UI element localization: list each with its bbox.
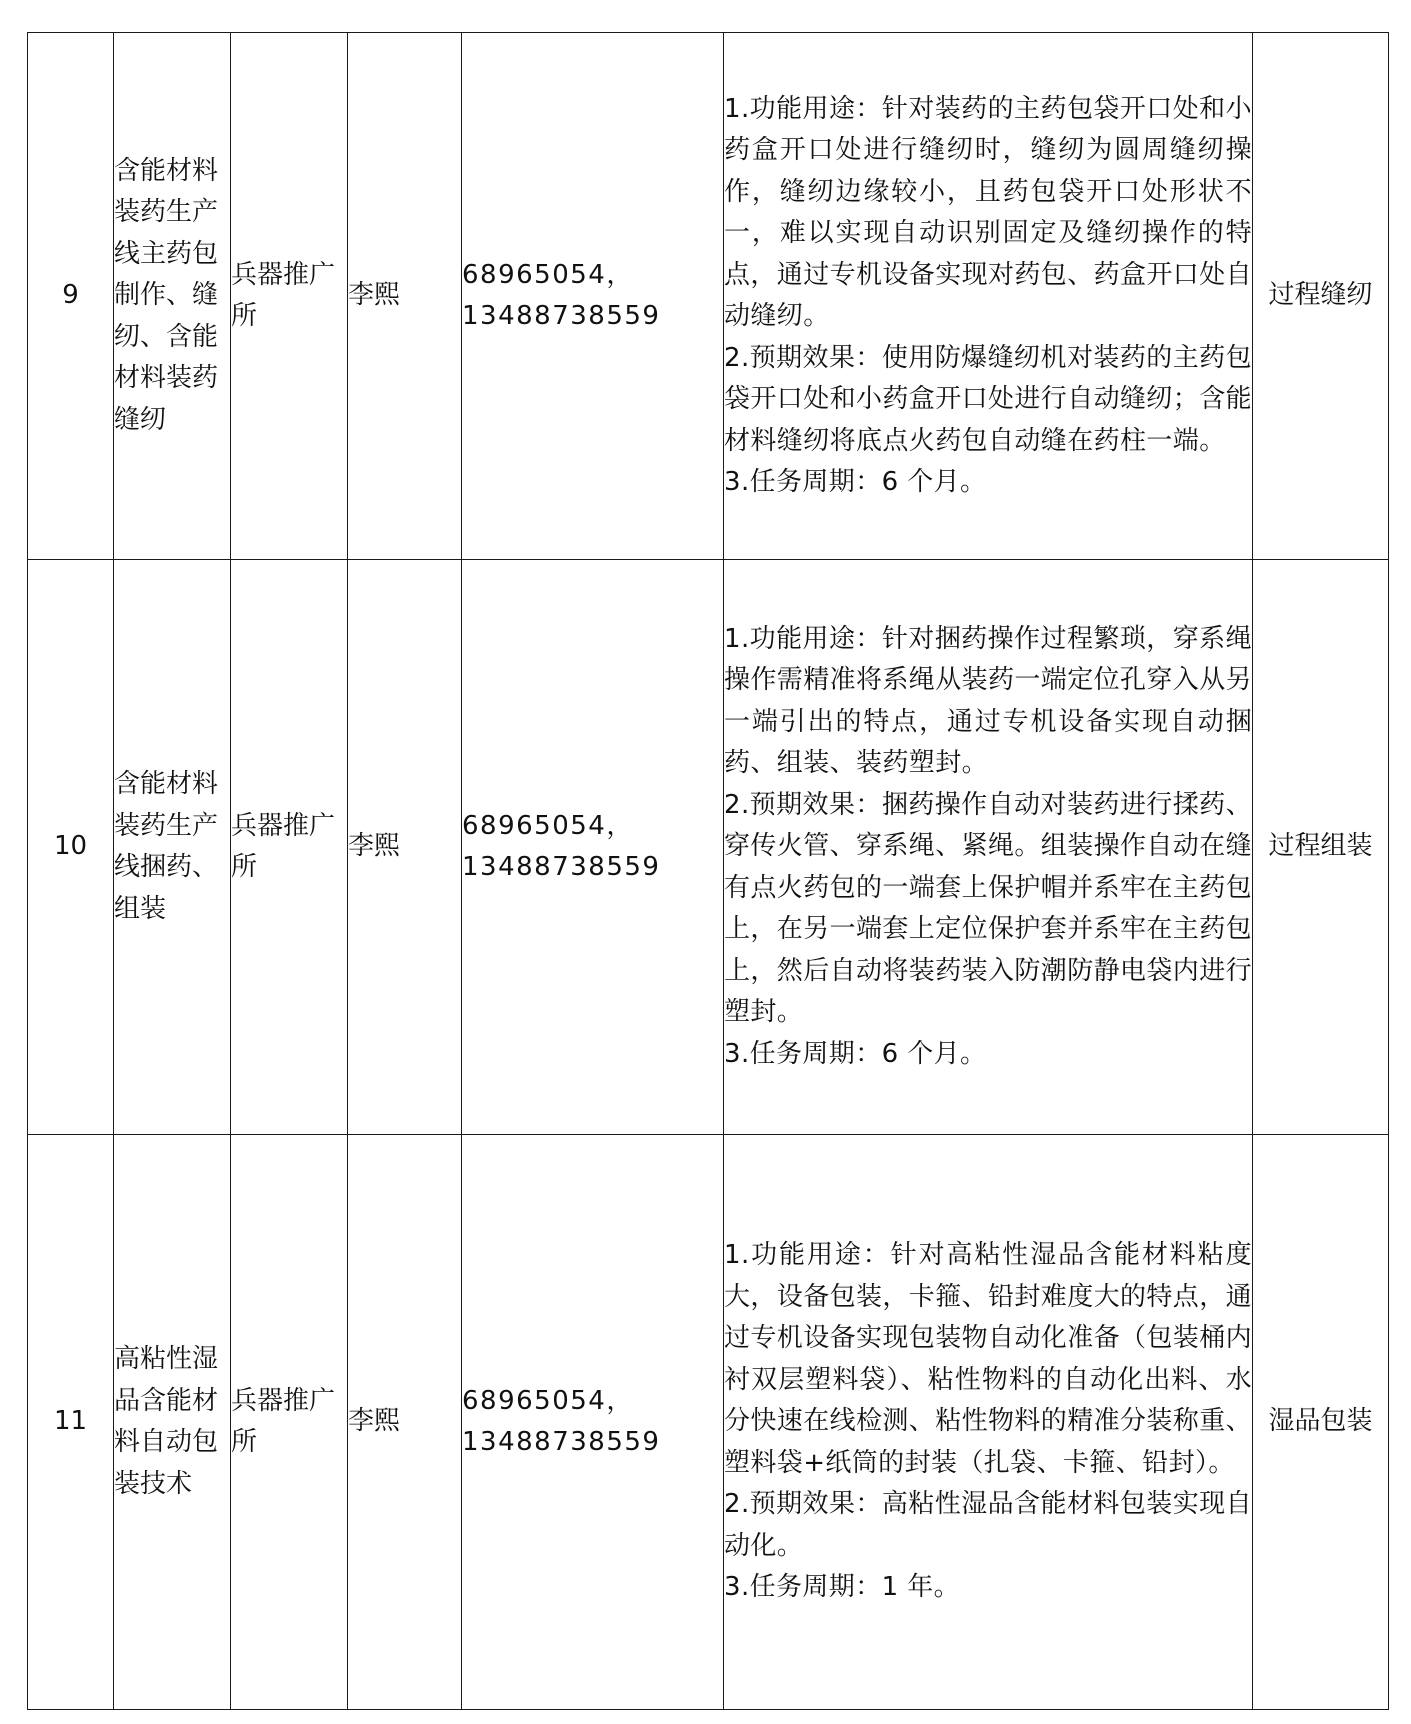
row-number: 9 bbox=[28, 33, 114, 560]
phone-line-2: 13488738559 bbox=[462, 852, 661, 882]
contact-phone bbox=[462, 1135, 724, 1710]
description-effect: 2.预期效果：使用防爆缝纫机对装药的主药包袋开口处和小药盒开口处进行自动缝纫；含能材料缝纫将底点火药包自动缝在药柱一端。 bbox=[724, 342, 1253, 456]
project-description bbox=[724, 33, 1253, 560]
project-category: 过程缝纫 bbox=[1253, 33, 1389, 560]
table-row bbox=[28, 33, 1389, 560]
description-period: 3.任务周期：6 个月。 bbox=[724, 467, 987, 497]
project-description bbox=[724, 560, 1253, 1135]
phone-line-2: 13488738559 bbox=[462, 301, 661, 331]
description-function: 1.功能用途：针对捆药操作过程繁琐，穿系绳操作需精准将系绳从装药一端定位孔穿入从另一端引出的特点，通过专机设备实现自动捆药、组装、装药塑封。 bbox=[724, 623, 1253, 779]
table-row bbox=[28, 560, 1389, 1135]
description-effect: 2.预期效果：高粘性湿品含能材料包装实现自动化。 bbox=[724, 1489, 1252, 1561]
contact-person: 李熙 bbox=[348, 1135, 462, 1710]
project-name: 含能材料装药生产线捆药、组装 bbox=[114, 560, 231, 1135]
contact-phone bbox=[462, 560, 724, 1135]
project-category: 过程组装 bbox=[1253, 560, 1389, 1135]
project-description bbox=[724, 1135, 1253, 1710]
description-function: 1.功能用途：针对高粘性湿品含能材料粘度大，设备包装，卡箍、铅封难度大的特点，通过专机设备实现包装物自动化准备（包装桶内衬双层塑料袋）、粘性物料的自动化出料、水分快速在线检测、粘性物料的精准分装称重、塑料袋+纸筒的封装（扎袋、卡箍、铅封）。 bbox=[724, 1240, 1253, 1478]
description-effect: 2.预期效果：捆药操作自动对装药进行揉药、穿传火管、穿系绳、紧绳。组装操作自动在缝有点火药包的一端套上保护帽并系牢在主药包上，在另一端套上定位保护套并系牢在主药包上，然后自动将装药装入防潮防静电袋内进行塑封。 bbox=[724, 789, 1253, 1028]
project-category: 湿品包装 bbox=[1253, 1135, 1389, 1710]
contact-person: 李熙 bbox=[348, 560, 462, 1135]
phone-line-1: 68965054， bbox=[462, 1385, 634, 1416]
unit-name: 兵器推广所 bbox=[231, 1135, 348, 1710]
contact-person: 李熙 bbox=[348, 33, 462, 560]
description-function: 1.功能用途：针对装药的主药包袋开口处和小药盒开口处进行缝纫时，缝纫为圆周缝纫操作，缝纫边缘较小，且药包袋开口处形状不一，难以实现自动识别固定及缝纫操作的特点，通过专机设备实现对药包、药盒开口处自动缝纫。 bbox=[724, 93, 1253, 331]
project-table bbox=[27, 32, 1389, 1710]
unit-name: 兵器推广所 bbox=[231, 560, 348, 1135]
row-number: 10 bbox=[28, 560, 114, 1135]
phone-line-2: 13488738559 bbox=[462, 1427, 661, 1457]
table-row bbox=[28, 1135, 1389, 1710]
description-period: 3.任务周期：6 个月。 bbox=[724, 1038, 987, 1069]
unit-name: 兵器推广所 bbox=[231, 33, 348, 560]
project-name: 含能材料装药生产线主药包制作、缝纫、含能材料装药缝纫 bbox=[114, 33, 231, 560]
description-period: 3.任务周期：1 年。 bbox=[724, 1572, 961, 1603]
phone-line-1: 68965054， bbox=[462, 259, 634, 290]
row-number: 11 bbox=[28, 1135, 114, 1710]
contact-phone bbox=[462, 33, 724, 560]
project-name: 高粘性湿品含能材料自动包装技术 bbox=[114, 1135, 231, 1710]
phone-line-1: 68965054， bbox=[462, 810, 634, 841]
